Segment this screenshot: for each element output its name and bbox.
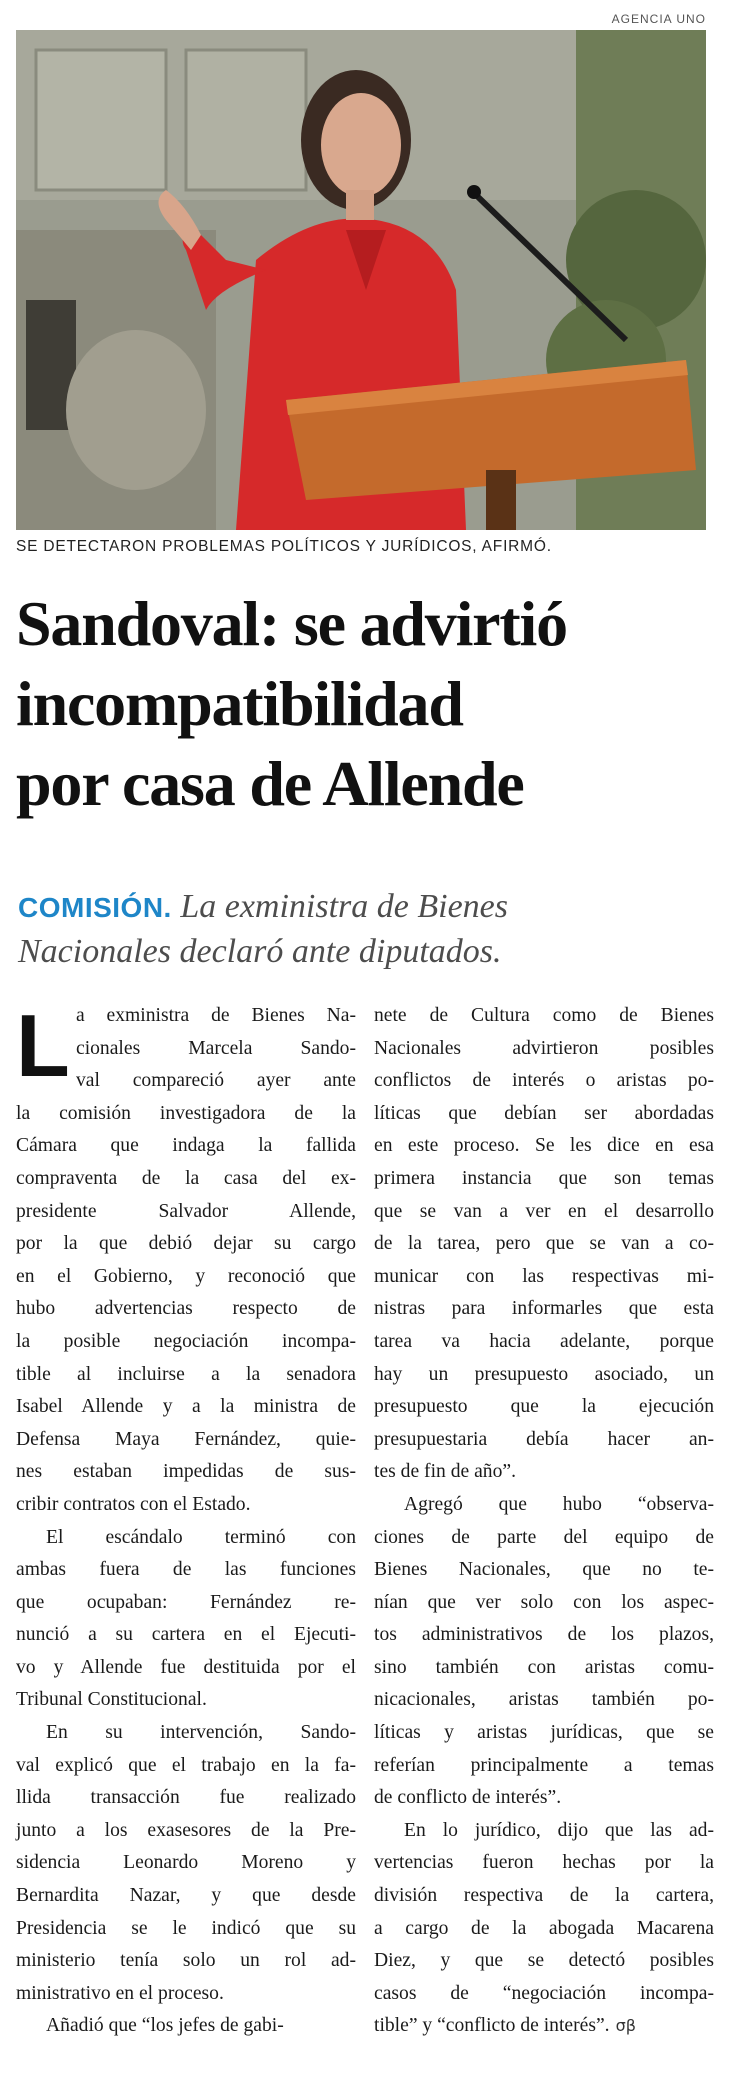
body-line: nistras para informarles que esta [374,1298,714,1320]
body-line: líticas que debían ser abordadas [374,1102,714,1124]
body-line: nicacionales, aristas también po- [374,1689,714,1711]
body-line: división respectiva de la cartera, [374,1885,714,1907]
body-line: por la que debió dejar su cargo [16,1233,356,1255]
body-line: casos de “negociación incompa- [374,1982,714,2004]
body-line: vo y Allende fue destituida por el [16,1656,356,1678]
body-line: tible” y “conflicto de interés”. σβ [374,2010,714,2043]
body-line: nían que ver solo con los aspec- [374,1591,714,1613]
body-line: que se van a ver en el desarrollo [374,1200,714,1222]
body-line: Nacionales advirtieron posibles [374,1037,714,1059]
deck [18,885,718,974]
body-line: a cargo de la abogada Macarena [374,1917,714,1939]
end-mark-icon: σβ [615,2016,636,2036]
body-line: ministrativo en el proceso. [16,1982,224,2004]
body-line: de la tarea, pero que se van a co- [374,1233,714,1255]
drop-cap: L [16,996,70,1095]
body-line: llida transacción fue realizado [16,1787,356,1809]
photo-illustration [16,30,706,530]
body-line: Añadió que “los jefes de gabi- [46,2015,284,2037]
article-photo [16,30,706,530]
body-line: Tribunal Constitucional. [16,1689,207,1711]
body-line: a exministra de Bienes Na- [76,1005,356,1026]
body-line: vertencias fueron hechas por la [374,1852,714,1874]
body-line: sidencia Leonardo Moreno y [16,1852,356,1874]
body-line: la comisión investigadora de la [16,1102,356,1124]
photo-caption: SE DETECTARON PROBLEMAS POLÍTICOS Y JURÍDICOS, AFIRMÓ. [16,538,552,555]
deck-line: La exministra de Bienes [180,888,509,925]
body-line: conflictos de interés o aristas po- [374,1070,714,1092]
body-line: nete de Cultura como de Bienes [374,1005,714,1026]
deck-line: Nacionales declaró ante diputados. [18,933,502,970]
body-column-right [374,1000,714,2043]
body-line: val compareció ayer ante [76,1070,356,1092]
body-line: junto a los exasesores de la Pre- [16,1819,356,1841]
body-line: tes de fin de año”. [374,1461,516,1483]
body-line: val explicó que el trabajo en la fa- [16,1754,356,1776]
body-line: cionales Marcela Sando- [76,1037,356,1059]
body-line: En lo jurídico, dijo que las ad- [404,1819,714,1841]
body-line: compraventa de la casa del ex- [16,1167,356,1189]
body-line: ambas fuera de las funciones [16,1559,356,1581]
body-line: nunció a su cartera en el Ejecuti- [16,1624,356,1646]
body-line: En su intervención, Sando- [46,1722,356,1744]
body-line: Cámara que indaga la fallida [16,1135,356,1157]
body-line: de conflicto de interés”. [374,1787,562,1809]
body-line: en el Gobierno, y reconoció que [16,1265,356,1287]
body-line: Agregó que hubo “observa- [404,1493,714,1515]
body-line: cribir contratos con el Estado. [16,1493,251,1515]
body-line: Presidencia se le indicó que su [16,1917,356,1939]
body-line: la posible negociación incompa- [16,1330,356,1352]
body-line: presupuestaria debía hacer an- [374,1428,714,1450]
body-line: El escándalo terminó con [46,1526,356,1548]
body-line: presidente Salvador Allende, [16,1200,356,1222]
body-line: ministerio tenía solo un rol ad- [16,1950,356,1972]
headline-line: por casa de Allende [16,748,524,819]
body-line: tarea va hacia adelante, porque [374,1330,714,1352]
body-line: municar con las respectivas mi- [374,1265,714,1287]
body-line: presupuesto que la ejecución [374,1396,714,1418]
body-line: sino también con aristas comu- [374,1656,714,1678]
body-line: hubo advertencias respecto de [16,1298,356,1320]
body-line: Bienes Nacionales, que no te- [374,1559,714,1581]
body-line: que ocupaban: Fernández re- [16,1591,356,1613]
body-line: ciones de parte del equipo de [374,1526,714,1548]
body-line: hay un presupuesto asociado, un [374,1363,714,1385]
body-line: primera instancia que son temas [374,1167,714,1189]
body-line: en este proceso. Se les dice en esa [374,1135,714,1157]
body-line: Diez, y que se detectó posibles [374,1950,714,1972]
body-column-left [16,996,356,2043]
photo-credit: AGENCIA UNO [611,12,706,26]
headline [16,584,716,824]
headline-line: Sandoval: se advirtió [16,588,567,659]
body-line: tible al incluirse a la senadora [16,1363,356,1385]
body-line: tos administrativos de los plazos, [374,1624,714,1646]
body-line: Defensa Maya Fernández, quie- [16,1428,356,1450]
section-kicker: COMISIÓN. [18,892,172,923]
body-line: referían principalmente a temas [374,1754,714,1776]
body-line: nes estaban impedidas de sus- [16,1461,356,1483]
body-line: Isabel Allende y a la ministra de [16,1396,356,1418]
body-line: líticas y aristas jurídicas, que se [374,1722,714,1744]
headline-line: incompatibilidad [16,668,463,739]
body-line: Bernardita Nazar, y que desde [16,1885,356,1907]
